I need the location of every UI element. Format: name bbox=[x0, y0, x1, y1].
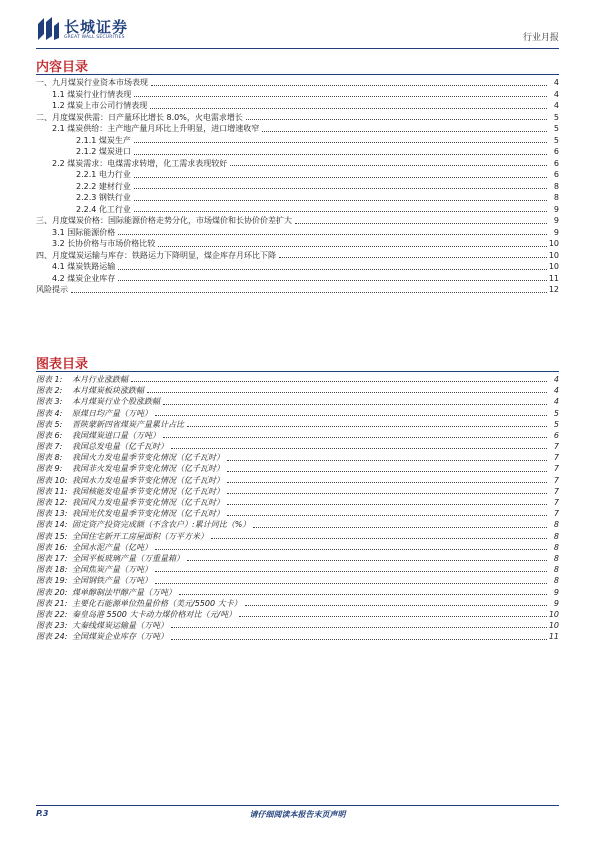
figure-entry-page: 7 bbox=[553, 509, 559, 519]
toc-entry-label: 风险提示 bbox=[36, 285, 68, 294]
figure-entry-number: 图表 5: bbox=[36, 419, 63, 429]
figures-title: 图表目录 bbox=[36, 357, 89, 372]
figure-entry-label: 我国水力发电量季节变化情况（亿千瓦时） bbox=[72, 475, 224, 485]
figure-entry-label: 大秦线煤炭运输量（万吨） bbox=[72, 621, 168, 631]
figure-entry-label: 全国水泥产量（亿吨） bbox=[72, 542, 152, 552]
toc-entry-label: 2.1 煤炭供给：主产地产量月环比上升明显，进口增速收窄 bbox=[52, 124, 260, 133]
dot-leader bbox=[134, 203, 547, 212]
toc-entry-page: 6 bbox=[553, 147, 559, 156]
toc-entry-page: 11 bbox=[548, 273, 559, 283]
figure-entry-page: 8 bbox=[553, 531, 559, 541]
toc-entry-label: 3.2 长协价格与市场价格比较 bbox=[52, 239, 156, 248]
figure-entry-page: 8 bbox=[553, 542, 559, 552]
figure-entry-page: 7 bbox=[553, 475, 559, 485]
figure-entry-page: 7 bbox=[553, 453, 559, 463]
figure-entry-label: 我国煤炭进口量（万吨） bbox=[72, 430, 160, 440]
figure-entry-number: 图表 16: bbox=[36, 542, 68, 552]
toc-entry-page: 4 bbox=[553, 89, 559, 99]
figure-entry-label: 全国钢铁产量（万吨） bbox=[72, 576, 152, 586]
toc-entry-label: 1.2 煤炭上市公司行情表现 bbox=[52, 101, 148, 110]
toc-entry-page: 9 bbox=[553, 227, 559, 237]
company-name-cn: 长城证券 bbox=[64, 18, 129, 36]
dot-leader bbox=[187, 418, 547, 427]
toc-entry-page: 5 bbox=[553, 135, 559, 145]
toc-entry[interactable] bbox=[36, 100, 559, 112]
figure-entry-number: 图表 20: bbox=[36, 587, 68, 597]
dot-leader bbox=[171, 631, 547, 640]
figure-entry-number: 图表 11: bbox=[36, 486, 68, 496]
figure-entry-page: 9 bbox=[553, 587, 559, 597]
figure-entry-page: 8 bbox=[553, 565, 559, 575]
toc-entry[interactable] bbox=[36, 227, 559, 239]
disclaimer-note: 请仔细阅读本报告末页声明 bbox=[249, 810, 346, 819]
figure-entry-number: 图表 13: bbox=[36, 509, 68, 519]
figure-entry-label: 本月行业涨跌幅 bbox=[72, 374, 128, 384]
figure-entry-label: 我国总发电量（亿千瓦时） bbox=[72, 442, 168, 452]
figure-entry-number: 图表 6: bbox=[36, 430, 63, 440]
dot-leader bbox=[151, 77, 547, 86]
figure-entry-label: 固定资产投资完成额（不含农户）:累计同比（%） bbox=[72, 520, 251, 530]
toc-entry-label: 一、九月煤炭行业资本市场表现 bbox=[36, 78, 148, 87]
figure-entry-page: 7 bbox=[553, 486, 559, 496]
toc-entry-label: 2.2.4 化工行业 bbox=[76, 204, 131, 214]
figure-entry-number: 图表 14: bbox=[36, 520, 68, 530]
figure-entry-label: 我国非火发电量季节变化情况（亿千瓦时） bbox=[72, 464, 224, 474]
figure-entry-page: 5 bbox=[553, 419, 559, 429]
figure-entry-number: 图表 12: bbox=[36, 498, 68, 508]
toc-entry-label: 2.2.1 电力行业 bbox=[76, 170, 131, 179]
figure-entry-page: 9 bbox=[553, 598, 559, 608]
page-number: P.3 bbox=[36, 809, 49, 818]
figure-entry-number: 图表 1: bbox=[36, 374, 63, 384]
figure-entry-page: 7 bbox=[553, 464, 559, 474]
toc-entry[interactable] bbox=[36, 192, 559, 204]
toc-entry[interactable] bbox=[36, 112, 559, 124]
toc-entry-page: 4 bbox=[553, 78, 559, 87]
toc-entry-page: 10 bbox=[548, 262, 559, 271]
dot-leader bbox=[155, 563, 547, 572]
toc-entry-page: 6 bbox=[553, 170, 559, 179]
figure-entry-page: 4 bbox=[553, 374, 559, 384]
contents-divider bbox=[36, 74, 559, 75]
dot-leader bbox=[171, 619, 547, 628]
figure-entry-number: 图表 24: bbox=[36, 632, 68, 642]
figure-entry-page: 10 bbox=[548, 621, 559, 631]
dot-leader bbox=[211, 530, 547, 539]
toc-entry[interactable] bbox=[36, 123, 559, 135]
dot-leader bbox=[179, 586, 547, 595]
figure-entry-label: 原煤日均产量（万吨） bbox=[72, 408, 152, 418]
figure-entry-page: 5 bbox=[553, 408, 559, 418]
toc-entry-label: 四、月度煤炭运输与库存：铁路运力下降明显，煤企库存月环比下降 bbox=[36, 250, 276, 260]
figure-entry-page: 4 bbox=[553, 397, 559, 407]
figure-entry-page: 8 bbox=[553, 576, 559, 586]
figure-entry-page: 7 bbox=[553, 442, 559, 452]
figure-entry-page: 11 bbox=[548, 632, 559, 642]
figures-list bbox=[36, 374, 559, 643]
company-name-en: GREAT WALL SECURITIES bbox=[64, 35, 125, 40]
dot-leader bbox=[262, 123, 547, 132]
toc-entry-page: 4 bbox=[553, 101, 559, 110]
figure-entry-label: 我国光伏发电量季节变化情况（亿千瓦时） bbox=[72, 509, 224, 519]
toc-entry[interactable] bbox=[36, 169, 559, 181]
figure-entry-number: 图表 7: bbox=[36, 442, 63, 452]
toc-entry-label: 2.1.2 煤炭进口 bbox=[76, 147, 131, 156]
dot-leader bbox=[163, 429, 547, 438]
toc-entry[interactable] bbox=[36, 89, 559, 101]
contents-list bbox=[36, 77, 559, 296]
toc-entry-page: 8 bbox=[553, 181, 559, 191]
figure-entry-page: 4 bbox=[553, 386, 559, 396]
figure-entry-number: 图表 9: bbox=[36, 464, 63, 474]
contents-title: 内容目录 bbox=[36, 60, 89, 75]
dot-leader bbox=[158, 238, 547, 247]
figure-entry-label: 全国住宅新开工房屋面积（万平方米） bbox=[72, 531, 208, 541]
toc-entry-page: 10 bbox=[548, 239, 559, 248]
figure-entry[interactable] bbox=[36, 631, 559, 642]
dot-leader bbox=[253, 519, 547, 528]
toc-entry[interactable] bbox=[36, 273, 559, 285]
dot-leader bbox=[118, 272, 547, 281]
dot-leader bbox=[150, 100, 547, 109]
dot-leader bbox=[155, 407, 547, 416]
figure-entry-number: 图表 19: bbox=[36, 576, 68, 586]
toc-entry-label: 2.2.3 钢铁行业 bbox=[76, 193, 131, 202]
dot-leader bbox=[245, 597, 547, 606]
dot-leader bbox=[279, 249, 547, 258]
footer-divider bbox=[36, 805, 559, 806]
dot-leader bbox=[227, 452, 547, 461]
dot-leader bbox=[134, 192, 547, 201]
dot-leader bbox=[227, 463, 547, 472]
figure-entry-label: 全国煤炭企业库存（万吨） bbox=[72, 632, 168, 642]
great-wall-logo-icon bbox=[36, 16, 60, 42]
figure-entry-number: 图表 2: bbox=[36, 386, 63, 396]
dot-leader bbox=[227, 496, 547, 505]
toc-entry-label: 1.1 煤炭行业行情表现 bbox=[52, 89, 132, 99]
toc-entry-label: 3.1 国际能源价格 bbox=[52, 227, 116, 237]
toc-entry-page: 12 bbox=[548, 285, 559, 294]
figures-divider bbox=[36, 371, 559, 372]
dot-leader bbox=[227, 507, 547, 516]
toc-entry-label: 2.2 煤炭需求：电煤需求转增，化工需求表现较好 bbox=[52, 158, 228, 168]
figure-entry-label: 本月煤炭行业个股涨跌幅 bbox=[72, 397, 160, 407]
dot-leader bbox=[118, 261, 547, 270]
toc-entry[interactable] bbox=[36, 238, 559, 250]
figure-entry-label: 秦皇岛港 5500 大卡动力煤价格对比（元/吨） bbox=[72, 609, 237, 619]
dot-leader bbox=[227, 485, 547, 494]
figure-entry-label: 晋陕蒙新四省煤炭产量累计占比 bbox=[72, 419, 184, 429]
dot-leader bbox=[131, 373, 547, 382]
dot-leader bbox=[187, 552, 547, 561]
figure-entry-label: 我国核能发电量季节变化情况（亿千瓦时） bbox=[72, 486, 224, 496]
toc-entry-label: 三、月度煤炭价格：国际能源价格走势分化，市场煤价和长协价价差扩大 bbox=[36, 216, 292, 225]
figure-entry-number: 图表 23: bbox=[36, 621, 68, 631]
toc-entry[interactable] bbox=[36, 261, 559, 273]
figure-entry-number: 图表 3: bbox=[36, 397, 63, 407]
dot-leader bbox=[147, 384, 547, 393]
dot-leader bbox=[230, 157, 547, 166]
toc-entry[interactable] bbox=[36, 77, 559, 89]
figure-entry-number: 图表 10: bbox=[36, 475, 68, 485]
dot-leader bbox=[118, 226, 547, 235]
figure-entry-number: 图表 4: bbox=[36, 408, 63, 418]
header-divider bbox=[36, 48, 559, 49]
figure-entry-number: 图表 22: bbox=[36, 609, 68, 619]
figure-entry-label: 全国平板玻璃产量（万重量箱） bbox=[72, 553, 184, 563]
figure-entry-label: 本月煤炭板块涨跌幅 bbox=[72, 386, 144, 396]
dot-leader bbox=[134, 169, 547, 178]
toc-entry-page: 9 bbox=[553, 216, 559, 225]
figure-entry-label: 煤单醇制法甲醇产量（万吨） bbox=[72, 587, 176, 597]
toc-entry-page: 10 bbox=[548, 250, 559, 260]
figure-entry-page: 7 bbox=[553, 498, 559, 508]
figure-entry-label: 我国风力发电量季节变化情况（亿千瓦时） bbox=[72, 498, 224, 508]
dot-leader bbox=[239, 608, 547, 617]
dot-leader bbox=[171, 440, 547, 449]
toc-entry[interactable] bbox=[36, 250, 559, 262]
toc-entry-page: 5 bbox=[553, 124, 559, 133]
dot-leader bbox=[155, 575, 547, 584]
figure-entry-page: 8 bbox=[553, 553, 559, 563]
toc-entry[interactable] bbox=[36, 158, 559, 170]
dot-leader bbox=[246, 111, 547, 120]
dot-leader bbox=[155, 541, 547, 550]
dot-leader bbox=[227, 474, 547, 483]
figure-entry-number: 图表 21: bbox=[36, 598, 68, 608]
toc-entry-label: 4.1 煤炭铁路运输 bbox=[52, 262, 116, 271]
toc-entry-page: 9 bbox=[553, 204, 559, 214]
toc-entry[interactable] bbox=[36, 284, 559, 296]
dot-leader bbox=[163, 396, 547, 405]
toc-entry-page: 8 bbox=[553, 193, 559, 202]
dot-leader bbox=[134, 134, 547, 143]
dot-leader bbox=[134, 180, 547, 189]
toc-entry[interactable] bbox=[36, 135, 559, 147]
figure-entry-number: 图表 8: bbox=[36, 453, 63, 463]
toc-entry[interactable] bbox=[36, 181, 559, 193]
toc-entry-label: 4.2 煤炭企业库存 bbox=[52, 273, 116, 283]
toc-entry-label: 2.1.1 煤炭生产 bbox=[76, 135, 131, 145]
toc-entry-label: 二、月度煤炭供需：日产量环比增长 8.0%，火电需求增长 bbox=[36, 112, 243, 122]
dot-leader bbox=[134, 146, 547, 155]
dot-leader bbox=[71, 284, 547, 293]
report-type-label: 行业月报 bbox=[522, 33, 559, 43]
figure-entry-label: 我国火力发电量季节变化情况（亿千瓦时） bbox=[72, 453, 224, 463]
dot-leader bbox=[295, 215, 547, 224]
toc-entry[interactable] bbox=[36, 146, 559, 158]
toc-entry[interactable] bbox=[36, 215, 559, 227]
toc-entry[interactable] bbox=[36, 204, 559, 216]
toc-entry-page: 5 bbox=[553, 112, 559, 122]
figure-entry-label: 全国焦炭产量（万吨） bbox=[72, 565, 152, 575]
figure-entry-page: 8 bbox=[553, 520, 559, 530]
toc-entry-label: 2.2.2 建材行业 bbox=[76, 181, 131, 191]
figure-entry-label: 主要化石能源单位热量价格（美元/5500 大卡） bbox=[72, 598, 242, 608]
page-header bbox=[36, 14, 559, 48]
figure-entry-page: 6 bbox=[553, 430, 559, 440]
figure-entry-number: 图表 18: bbox=[36, 565, 68, 575]
dot-leader bbox=[134, 88, 547, 97]
figure-entry-number: 图表 15: bbox=[36, 531, 68, 541]
figure-entry-page: 10 bbox=[548, 609, 559, 619]
toc-entry-page: 6 bbox=[553, 158, 559, 168]
figure-entry-number: 图表 17: bbox=[36, 553, 68, 563]
